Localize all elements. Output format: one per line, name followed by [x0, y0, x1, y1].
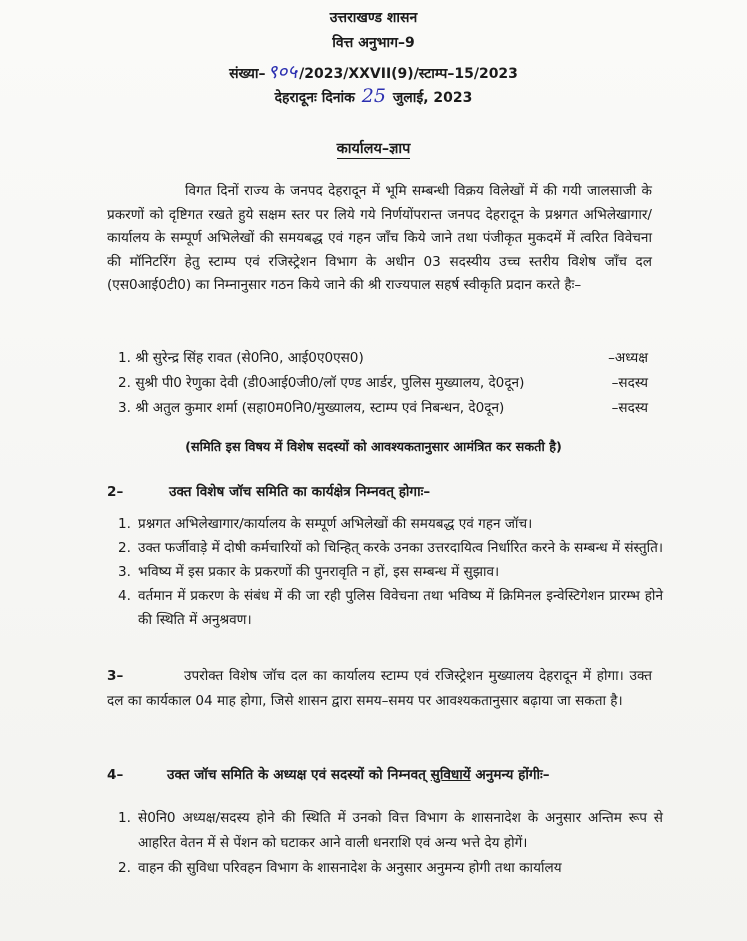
member-role: –अध्यक्ष	[608, 350, 648, 366]
reference-number	[0, 58, 747, 84]
member-name	[118, 396, 606, 421]
member-item	[118, 371, 648, 396]
facility-item-text: वाहन की सुविधा परिवहन विभाग के शासनादेश के अनुसार अनुमन्य होगी तथा कार्यालय	[138, 860, 562, 876]
member-details: सुश्री पी0 रेणुका देवी (डी0आई0जी0/लॉ एण्ड आर्डर, पुलिस मुख्यालय, दे0दून)	[135, 375, 525, 391]
intro-paragraph: विगत दिनों राज्य के जनपद देहरादून में भूमि सम्बन्धी विक्रय विलेखों में की गयी जालसाजी के प्रकरणों को दृष्टिगत रखते हुये सक्षम स्तर पर लिये गये निर्णयोंपरान्त जनपद देहरादून के प्रश्नगत अभिलेखागार/कार्यालय के सम्पूर्ण अभिलेखों की समयबद्ध एवं गहन जाँच किये जाने तथा पंजीकृत मुकदमें में त्वरित विवेचना की मॉनिटरिंग हेतु स्टाम्प एवं रजिस्ट्रेशन विभाग के अधीन 03 सदस्यीय उच्च स्तरीय विशेष जाँच दल (एस0आई0टी0) का निम्नानुसार गठन किये जाने की श्री राज्यपाल सहर्ष स्वीकृति प्रदान करते हैः–	[107, 183, 652, 293]
section-2-number: 2–	[107, 484, 124, 500]
scope-item	[118, 512, 663, 536]
section-4-title-underlined: सुविधायें	[430, 767, 471, 783]
member-name	[118, 371, 606, 396]
scope-item-number: 3.	[118, 564, 131, 580]
reference-suffix: /2023/XXVII(9)/स्टाम्प–15/2023	[299, 66, 518, 82]
section-4-heading	[107, 764, 550, 783]
scope-item-text: उक्त फर्जीवाड़े में दोषी कर्मचारियों को चिन्हित् करके उनका उत्तरदायित्व निर्धारित करने के सम्बन्ध में संस्तुति।	[138, 540, 663, 556]
document-title-text: कार्यालय–ज्ञाप	[336, 141, 411, 157]
member-number: 2.	[118, 375, 131, 391]
section-3-paragraph	[107, 664, 652, 714]
intro-paragraph-block	[107, 180, 652, 298]
scope-item-text: प्रश्नगत अभिलेखागार/कार्यालय के सम्पूर्ण अभिलेखों की समयबद्ध एवं गहन जॉच।	[138, 516, 533, 532]
reference-prefix: संख्या–	[229, 66, 266, 82]
member-details: श्री अतुल कुमार शर्मा (सहा0म0नि0/मुख्यालय, स्टाम्प एवं निबन्धन, दे0दून)	[135, 400, 505, 416]
section-4-title-end: अनुमन्य होंगीः–	[475, 767, 550, 783]
scope-item-number: 4.	[118, 588, 131, 604]
facilities-list	[118, 806, 663, 881]
scope-list	[118, 512, 663, 632]
member-role: –सदस्य	[611, 400, 648, 416]
government-heading: उत्तराखण्ड शासन	[329, 10, 418, 26]
scope-item-text: भविष्य में इस प्रकार के प्रकरणों की पुनरावृति न हों, इस सम्बन्ध में सुझाव।	[138, 564, 500, 580]
scope-item	[118, 536, 663, 560]
member-name	[118, 346, 602, 371]
scope-item-text: वर्तमान में प्रकरण के संबंध में की जा रही पुलिस विवेचना तथा भविष्य में क्रिमिनल इन्वेस्टिगेशन प्रारम्भ होने की स्थिति में अनुश्रवण।	[138, 588, 663, 628]
committee-note: (समिति इस विषय में विशेष सदस्यों को आवश्यकतानुसार आमंत्रित कर सकती है)	[185, 440, 562, 455]
facility-item-text: से0नि0 अध्यक्ष/सदस्य होने की स्थिति में उनको वित्त विभाग के शासनादेश के अनुसार अन्तिम रूप से आहरित वेतन में से पेंशन को घटाकर आने वाली धनराशि एवं अन्य भत्ते देय होगें।	[138, 810, 663, 851]
scope-item-number: 1.	[118, 516, 131, 532]
member-details: श्री सुरेन्द्र सिंह रावत (से0नि0, आई0ए0एस0)	[135, 350, 364, 366]
facility-item-number: 1.	[118, 810, 131, 826]
date-suffix: जुलाई, 2023	[392, 90, 473, 106]
scope-item-number: 2.	[118, 540, 131, 556]
handwritten-reference-number: ९०५	[267, 61, 298, 83]
scope-item	[118, 584, 663, 632]
section-4-number: 4–	[107, 767, 124, 783]
facility-item	[118, 806, 663, 856]
member-item	[118, 396, 648, 421]
date-prefix: देहरादूनः दिनांक	[274, 90, 355, 106]
department-heading: वित्त अनुभाग–9	[332, 35, 415, 51]
section-3-number: 3–	[107, 668, 124, 684]
section-3-text: उपरोक्त विशेष जॉच दल का कार्यालय स्टाम्प एवं रजिस्ट्रेशन मुख्यालय देहरादून में होगा। उक्त दल का कार्यकाल 04 माह होगा, जिसे शासन द्वारा समय–समय पर आवश्यकतानुसार बढ़ाया जा सकता है।	[107, 668, 652, 709]
facility-item-number: 2.	[118, 860, 131, 876]
document-date	[0, 85, 747, 107]
member-number: 1.	[118, 350, 131, 366]
scope-item	[118, 560, 663, 584]
member-number: 3.	[118, 400, 131, 416]
member-item	[118, 346, 648, 371]
section-2-title: उक्त विशेष जॉच समिति का कार्यक्षेत्र निम्नवत् होगाः–	[169, 484, 431, 500]
facility-item	[118, 856, 663, 881]
member-role: –सदस्य	[611, 375, 648, 391]
section-4-title-start: उक्त जॉच समिति के अध्यक्ष एवं सदस्यों को निम्नवत्	[167, 767, 426, 783]
handwritten-date-day: 25	[361, 85, 386, 107]
committee-members-list	[118, 346, 648, 421]
section-2-heading	[107, 481, 430, 500]
document-title	[0, 138, 747, 158]
